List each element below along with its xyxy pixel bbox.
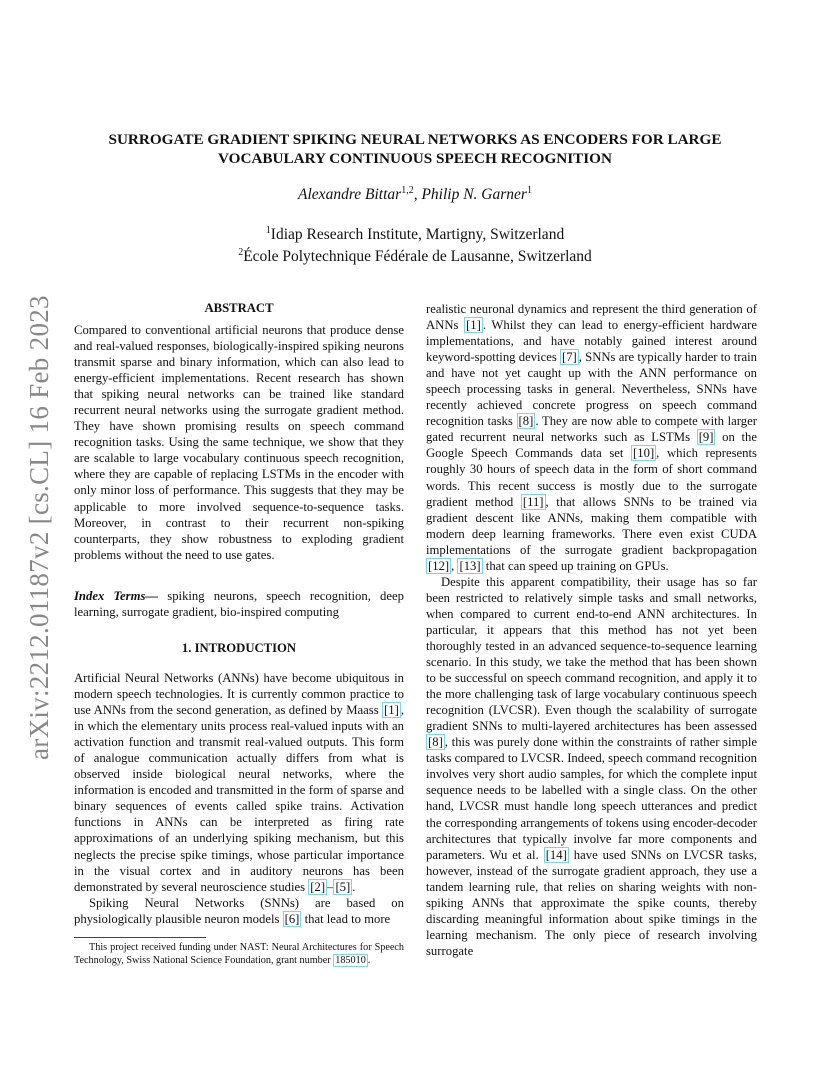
affiliation-1-marker: 1 [265, 224, 271, 236]
footnote-text: This project received funding under NAST: Neural Architectures for Speech Technology, Swiss National Science Foundation, grant number [74, 942, 404, 966]
affiliations [80, 224, 750, 268]
text-run: . Whilst they can lead to energy-efficient hardware implementations, and have notably gained interest around keyword-spotting devices [426, 318, 757, 365]
text-run: , this was purely done within the constraints of rather simple tasks compared to LVCSR. Indeed, speech command recognition involves very short audio samples, for which the complete input sequence needs to be labelled with a single class. On the other hand, LVCSR must handle long speech utterances and predict the corresponding arrangements of tokens using encoder-decoder architectures that typically involve far more components and parameters. Wu et al. [426, 735, 757, 862]
affiliation-1-text: Idiap Research Institute, Martigny, Switzerland [270, 226, 565, 243]
author-1-affil-marker: 1,2 [401, 184, 414, 196]
right-column-body [426, 301, 757, 959]
footnote-rule [74, 937, 206, 938]
text-run: Artificial Neural Networks (ANNs) have become ubiquitous in modern speech technologies. It is currently common practice to use ANNs from the second generation, as defined by Maass [74, 671, 404, 718]
citation-link[interactable]: [1] [384, 703, 399, 718]
affiliation-2-marker: 2 [238, 246, 244, 258]
text-run: realistic neuronal dynamics and represent the third generation of ANNs [426, 302, 757, 333]
citation-link[interactable]: [8] [428, 735, 443, 750]
citation-link[interactable]: [1] [466, 318, 481, 333]
funding-footnote [74, 941, 404, 967]
text-run: – [327, 879, 334, 894]
author-1: Alexandre Bittar [298, 186, 402, 203]
text-run: Despite this apparent compatibility, their usage has so far been restricted to relatively simple tasks and small networks, when compared to current end-to-end ANN architectures. In particular, it appears that this method has not yet been thoroughly tested in an advanced sequence-to-sequence learning scenario. In this study, we take the method that has been shown to be successful on speech command recognition, and apply it to the more challenging task of large vocabulary continuous speech recognition (LVCSR). Even though the scalability of surrogate gradient SNNs to multi-layered architectures has been assessed [426, 574, 757, 734]
citation-link[interactable]: [7] [561, 350, 577, 365]
author-separator: , [413, 186, 422, 203]
text-run: , which represents roughly 30 hours of speech data in the form of short command words. This recent success is mostly due to the surrogate gradient method [426, 446, 757, 509]
citation-link[interactable]: [6] [284, 911, 300, 926]
abstract-body [74, 322, 404, 563]
paper-title [80, 130, 750, 168]
grant-number-link[interactable]: 185010 [335, 955, 366, 966]
affiliation-2-text: École Polytechnique Fédérale de Lausanne, Switzerland [243, 248, 592, 265]
text-run: that can speed up training on GPUs. [482, 558, 669, 573]
intro-paragraph-1 [74, 670, 404, 895]
citation-link[interactable]: [8] [518, 414, 534, 429]
abstract-text: Compared to conventional artificial neurons that produce dense and real-valued responses, biologically-inspired spiking neurons transmit sparse and binary information, which can also lead to energy-efficient implementations. Recent research has shown that spiking neural networks can be trained like standard recurrent neural networks using the surrogate gradient method. They have shown promising results on speech command recognition tasks. Using the same technique, we show that they are scalable to large vocabulary continuous speech recognition, where they are capable of replacing LSTMs in the encoder with only minor loss of performance. This suggests that they may be applicable to more involved sequence-to-sequence tasks. Moreover, in contrast to their recurrent non-spiking counterparts, they show robustness to exploding gradient problems without the need to use gates. [74, 323, 404, 562]
affiliation-1 [80, 224, 750, 246]
citation-link[interactable]: [10] [633, 446, 655, 461]
text-run: , that allows SNNs to be trained via gradient descent like ANNs, making them compatible with modern deep learning frameworks. There even exist CUDA implementations of the surrogate gradient backpropagation [426, 494, 757, 557]
index-terms-label: Index Terms— [74, 589, 159, 603]
citation-link[interactable]: [13] [459, 558, 481, 573]
text-run: , SNNs are typically harder to train and have not yet caught up with the ANN performance on speech processing tasks in general. Nevertheless, SNNs have recently achieved concrete progress on speech command recognition tasks [426, 350, 757, 429]
citation-link[interactable]: [2] [310, 879, 326, 894]
text-run: Spiking Neural Networks (SNNs) are based on physiologically plausible neuron models [74, 895, 404, 926]
introduction-heading: 1. INTRODUCTION [181, 641, 297, 655]
text-run: . They are now able to compete with larger gated recurrent neural networks such as LSTMs [426, 414, 757, 445]
text-run: , [451, 558, 458, 573]
text-run: have used SNNs on LVCSR tasks, however, instead of the surrogate gradient approach, they use a tandem learning rule, that relies on sharing weights with non-spiking ANNs that approximate the spike counts, thereby discarding meaningful information about spike timings in the learning mechanism. The only piece of research involving surrogate [426, 847, 757, 958]
citation-link[interactable]: [11] [522, 494, 544, 509]
right-paragraph-2 [426, 574, 757, 959]
introduction-body [74, 670, 404, 927]
text-run: , in which the elementary units process real-valued inputs with an activation function and transmit real-valued outputs. This form of analogue communication actually differs from what is observed inside biological neural networks, where the information is encoded and transmitted in the form of sparse and binary sequences of events called spike trains. Activation functions in ANNs can be interpreted as firing rate approximations of an underlying spiking mechanism, but this neglects the precise spike timings, whose particular importance in the visual cortex and in auditory neurons has been demonstrated by several neuroscience studies [74, 703, 404, 894]
text-run: on the Google Speech Commands data set [426, 430, 757, 461]
citation-link[interactable]: [5] [335, 879, 351, 894]
citation-link[interactable]: [14] [545, 847, 567, 862]
author-2-affil-marker: 1 [526, 184, 532, 196]
title-line-2: VOCABULARY CONTINUOUS SPEECH RECOGNITION [218, 150, 612, 167]
text-run: that lead to more [301, 911, 391, 926]
text-run: . [352, 879, 356, 894]
citation-link[interactable]: [9] [698, 430, 714, 445]
title-line-1: SURROGATE GRADIENT SPIKING NEURAL NETWORKS AS ENCODERS FOR LARGE [108, 131, 722, 148]
author-list [80, 186, 750, 204]
citation-link[interactable]: [12] [428, 558, 450, 573]
arxiv-identifier[interactable]: arXiv:2212.01187v2 [cs.CL] 16 Feb 2023 [24, 295, 54, 760]
author-2: Philip N. Garner [421, 186, 527, 203]
abstract-heading: ABSTRACT [204, 301, 274, 315]
index-terms [74, 588, 404, 620]
footnote-end: . [367, 955, 371, 966]
right-paragraph-1 [426, 301, 757, 574]
intro-paragraph-2 [74, 895, 404, 927]
index-terms-text: spiking neurons, speech recognition, deep learning, surrogate gradient, bio-inspired computing [74, 589, 404, 620]
affiliation-2 [80, 246, 750, 268]
